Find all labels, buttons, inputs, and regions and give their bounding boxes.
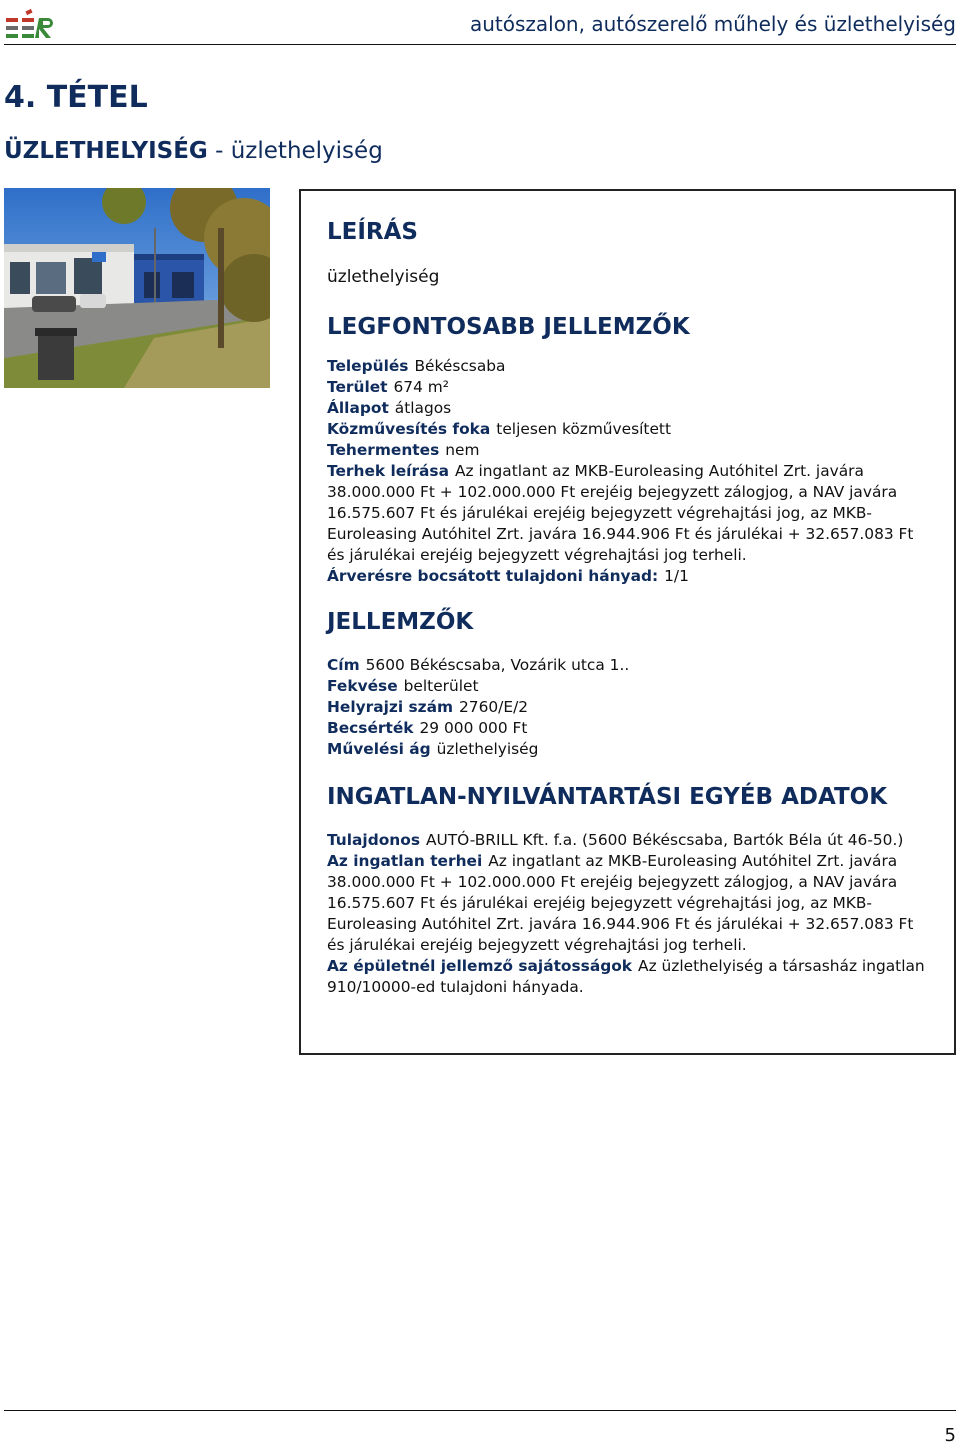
key-feature-value: 674 m² bbox=[393, 378, 449, 396]
key-feature-label: Terhek leírása bbox=[327, 462, 449, 480]
details-content bbox=[327, 215, 933, 998]
key-feature-label: Állapot bbox=[327, 399, 389, 417]
key-feature-value: nem bbox=[445, 441, 480, 459]
logo bbox=[4, 6, 56, 42]
key-feature-label: Terület bbox=[327, 378, 388, 396]
key-feature-label: Tehermentes bbox=[327, 441, 440, 459]
key-features-heading: LEGFONTOSABB JELLEMZŐK bbox=[327, 314, 690, 340]
key-feature-row bbox=[327, 461, 933, 566]
property-photo bbox=[4, 188, 270, 388]
key-feature-row bbox=[327, 377, 933, 398]
registry-row bbox=[327, 851, 933, 956]
feature-value: 29 000 000 Ft bbox=[419, 719, 528, 737]
key-feature-value: Békéscsaba bbox=[414, 357, 506, 375]
registry-value: AUTÓ-BRILL Kft. f.a. (5600 Békéscsaba, Bartók Béla út 46-50.) bbox=[425, 831, 904, 849]
lot-type: üzlethelyiség bbox=[230, 138, 383, 164]
page-number: 5 bbox=[944, 1425, 956, 1446]
lot-subtitle bbox=[4, 138, 383, 164]
feature-value: üzlethelyiség bbox=[436, 740, 539, 758]
key-feature-label: Közművesítés foka bbox=[327, 420, 491, 438]
key-feature-row bbox=[327, 356, 933, 377]
key-feature-row bbox=[327, 566, 933, 587]
registry-heading: INGATLAN-NYILVÁNTARTÁSI EGYÉB ADATOK bbox=[327, 784, 888, 810]
features-heading: JELLEMZŐK bbox=[327, 609, 474, 635]
feature-row bbox=[327, 655, 933, 676]
header-title: autószalon, autószerelő műhely és üzlethelyiség bbox=[469, 12, 956, 36]
feature-row bbox=[327, 718, 933, 739]
registry-label: Az épületnél jellemző sajátosságok bbox=[327, 957, 633, 975]
registry-label: Az ingatlan terhei bbox=[327, 852, 483, 870]
feature-value: belterület bbox=[403, 677, 479, 695]
feature-row bbox=[327, 739, 933, 760]
description-heading: LEÍRÁS bbox=[327, 219, 419, 245]
registry-value: Az ingatlant az MKB-Euroleasing Autóhitel Zrt. javára 38.000.000 Ft + 102.000.000 Ft erejéig bejegyzett zálogjog, a NAV javára 16.575.607 Ft és járulékai erejéig bejegyzett végrehajtási jog, az MKB-Euroleasing Autóhitel Zrt. javára 16.944.906 Ft és járulékai + 32.657.083 Ft és járulékai erejéig bejegyzett végrehajtási jog terheli. bbox=[327, 852, 914, 954]
feature-value: 5600 Békéscsaba, Vozárik utca 1.. bbox=[365, 656, 630, 674]
feature-value: 2760/E/2 bbox=[459, 698, 529, 716]
lot-separator: - bbox=[207, 138, 231, 164]
footer-divider bbox=[4, 1410, 956, 1411]
registry-list bbox=[327, 830, 933, 998]
key-feature-row bbox=[327, 398, 933, 419]
key-feature-value: Az ingatlant az MKB-Euroleasing Autóhitel Zrt. javára 38.000.000 Ft + 102.000.000 Ft erejéig bejegyzett zálogjog, a NAV javára 16.575.607 Ft és járulékai erejéig bejegyzett végrehajtási jog, az MKB-Euroleasing Autóhitel Zrt. javára 16.944.906 Ft és járulékai + 32.657.083 Ft és járulékai erejéig bejegyzett végrehajtási jog terheli. bbox=[327, 462, 914, 564]
key-feature-row bbox=[327, 440, 933, 461]
key-feature-value: teljesen közművesített bbox=[496, 420, 672, 438]
key-feature-label: Árverésre bocsátott tulajdoni hányad: bbox=[327, 567, 659, 585]
feature-label: Becsérték bbox=[327, 719, 414, 737]
registry-value: Az üzlethelyiség a társasház ingatlan 910/10000-ed tulajdoni hányada. bbox=[327, 957, 925, 996]
key-feature-value: átlagos bbox=[394, 399, 452, 417]
header-divider bbox=[4, 44, 956, 45]
details-box bbox=[299, 189, 956, 1055]
key-features-list bbox=[327, 356, 933, 587]
feature-row bbox=[327, 697, 933, 718]
feature-label: Helyrajzi szám bbox=[327, 698, 454, 716]
lot-title: 4. TÉTEL bbox=[4, 80, 148, 115]
features-list bbox=[327, 655, 933, 760]
key-feature-row bbox=[327, 419, 933, 440]
registry-row bbox=[327, 830, 933, 851]
feature-row bbox=[327, 676, 933, 697]
registry-label: Tulajdonos bbox=[327, 831, 420, 849]
registry-row bbox=[327, 956, 933, 998]
key-feature-value: 1/1 bbox=[664, 567, 689, 585]
lot-category: ÜZLETHELYISÉG bbox=[4, 138, 208, 164]
key-feature-label: Település bbox=[327, 357, 409, 375]
feature-label: Fekvése bbox=[327, 677, 398, 695]
description-text: üzlethelyiség bbox=[327, 267, 440, 287]
feature-label: Művelési ág bbox=[327, 740, 431, 758]
feature-label: Cím bbox=[327, 656, 360, 674]
